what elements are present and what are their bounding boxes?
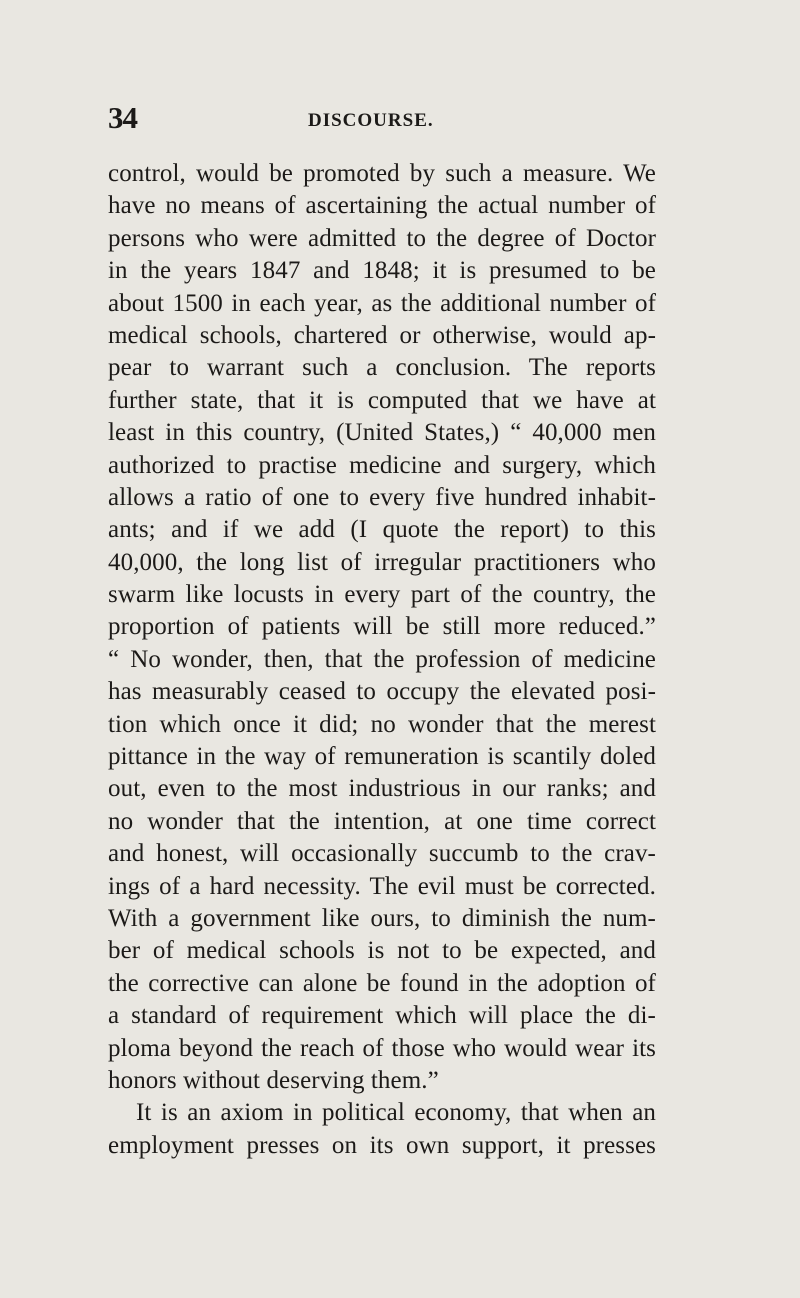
text-line: persons who were admitted to the degree of Doctor: [108, 224, 656, 252]
text-line: out, even to the most industrious in our ranks; and: [108, 775, 656, 803]
text-line: tion which once it did; no wonder that the merest: [108, 710, 656, 738]
text-line: ploma beyond the reach of those who would wear its: [108, 1034, 656, 1062]
text-line: and honest, will occasionally succumb to the crav-: [108, 840, 656, 868]
text-line: “ No wonder, then, that the profession of medicine: [108, 645, 656, 673]
text-line: in the years 1847 and 1848; it is presumed to be: [108, 257, 656, 285]
text-line: proportion of patients will be still more reduced.”: [108, 613, 656, 641]
text-line: ber of medical schools is not to be expected, and: [108, 937, 656, 965]
text-line: pear to warrant such a conclusion. The reports: [108, 354, 656, 382]
text-line: ants; and if we add (I quote the report) to this: [108, 516, 656, 544]
text-line: have no means of ascertaining the actual number of: [108, 192, 656, 220]
text-line: least in this country, (United States,) “ 40,000 men: [108, 419, 656, 447]
text-line: medical schools, chartered or otherwise, would ap-: [108, 321, 656, 349]
text-line: the corrective can alone be found in the adoption of: [108, 969, 656, 997]
running-head: DISCOURSE.: [308, 110, 434, 131]
text-line: allows a ratio of one to every five hundred inhabit-: [108, 483, 656, 511]
text-line: It is an axiom in political economy, that when an: [136, 1099, 656, 1127]
text-line: authorized to practise medicine and surgery, which: [108, 451, 656, 479]
text-line: swarm like locusts in every part of the country, the: [108, 581, 656, 609]
text-line: employment presses on its own support, it presses: [108, 1131, 656, 1159]
text-line: control, would be promoted by such a measure. We: [108, 160, 656, 187]
text-line: about 1500 in each year, as the additional number of: [108, 289, 656, 317]
text-line: honors without deserving them.”: [108, 1066, 439, 1094]
text-line: has measurably ceased to occupy the elevated posi-: [108, 678, 656, 706]
text-line: ings of a hard necessity. The evil must be corrected.: [108, 872, 656, 900]
body-text: [108, 158, 656, 1162]
text-line: 40,000, the long list of irregular practitioners who: [108, 548, 656, 576]
text-line: With a government like ours, to diminish the num-: [108, 904, 656, 932]
text-line: a standard of requirement which will place the di-: [108, 1002, 656, 1030]
text-line: pittance in the way of remuneration is scantily doled: [108, 743, 656, 771]
text-line: further state, that it is computed that we have at: [108, 386, 656, 414]
text-line: no wonder that the intention, at one time correct: [108, 807, 656, 835]
page-header: [108, 100, 648, 140]
page-number: 34: [108, 100, 137, 135]
